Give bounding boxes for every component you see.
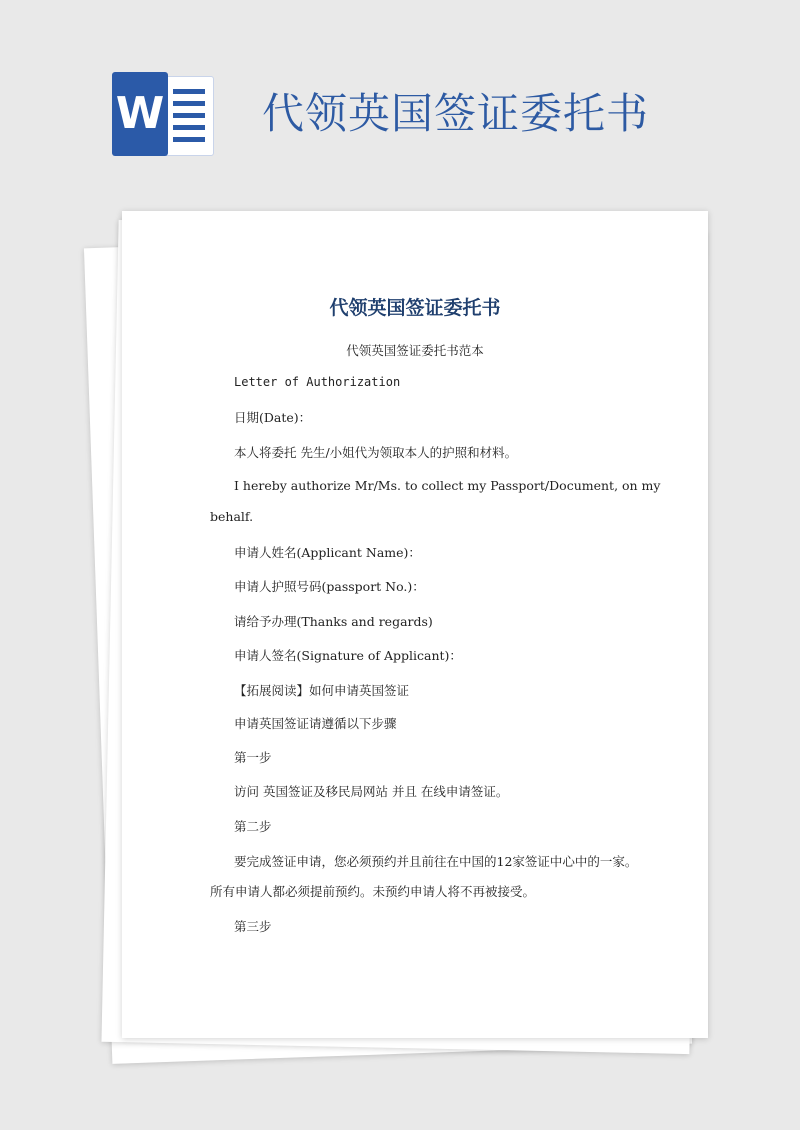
word-icon bbox=[112, 72, 212, 156]
banner-title: 代领英国签证委托书 bbox=[262, 89, 650, 138]
step-2-text-cont: 所有申请人都必须提前预约。未预约申请人将不再被接受。 bbox=[210, 884, 536, 899]
signature-field: 申请人签名(Signature of Applicant)： bbox=[234, 648, 462, 663]
step-2-heading: 第二步 bbox=[234, 819, 272, 834]
regards-line: 请给予办理(Thanks and regards) bbox=[234, 614, 433, 629]
step-3-heading: 第三步 bbox=[234, 919, 272, 934]
authorization-statement-en: I hereby authorize Mr/Ms. to collect my Passport/Document, on my bbox=[234, 478, 661, 493]
step-1-heading: 第一步 bbox=[234, 750, 272, 765]
document-subtitle: 代领英国签证委托书范本 bbox=[346, 343, 484, 358]
extended-reading-heading: 【拓展阅读】如何申请英国签证 bbox=[234, 683, 410, 698]
document-title: 代领英国签证委托书 bbox=[329, 297, 501, 319]
authorization-statement-cn: 本人将委托 先生/小姐代为领取本人的护照和材料。 bbox=[234, 445, 518, 460]
steps-intro: 申请英国签证请遵循以下步骤 bbox=[234, 716, 397, 731]
word-logo-letter: W bbox=[112, 72, 168, 156]
step-2-text: 要完成签证申请，您必须预约并且前往在中国的12家签证中心中的一家。 bbox=[234, 854, 638, 869]
header-banner bbox=[0, 0, 800, 200]
document-content bbox=[122, 211, 708, 1038]
applicant-name-field: 申请人姓名(Applicant Name)： bbox=[234, 545, 421, 560]
step-1-text: 访问 英国签证及移民局网站 并且 在线申请签证。 bbox=[234, 784, 509, 799]
passport-number-field: 申请人护照号码(passport No.)： bbox=[234, 579, 425, 594]
letter-heading: Letter of Authorization bbox=[234, 375, 401, 389]
authorization-statement-en-cont: behalf. bbox=[210, 509, 254, 524]
date-field: 日期(Date)： bbox=[234, 410, 312, 425]
